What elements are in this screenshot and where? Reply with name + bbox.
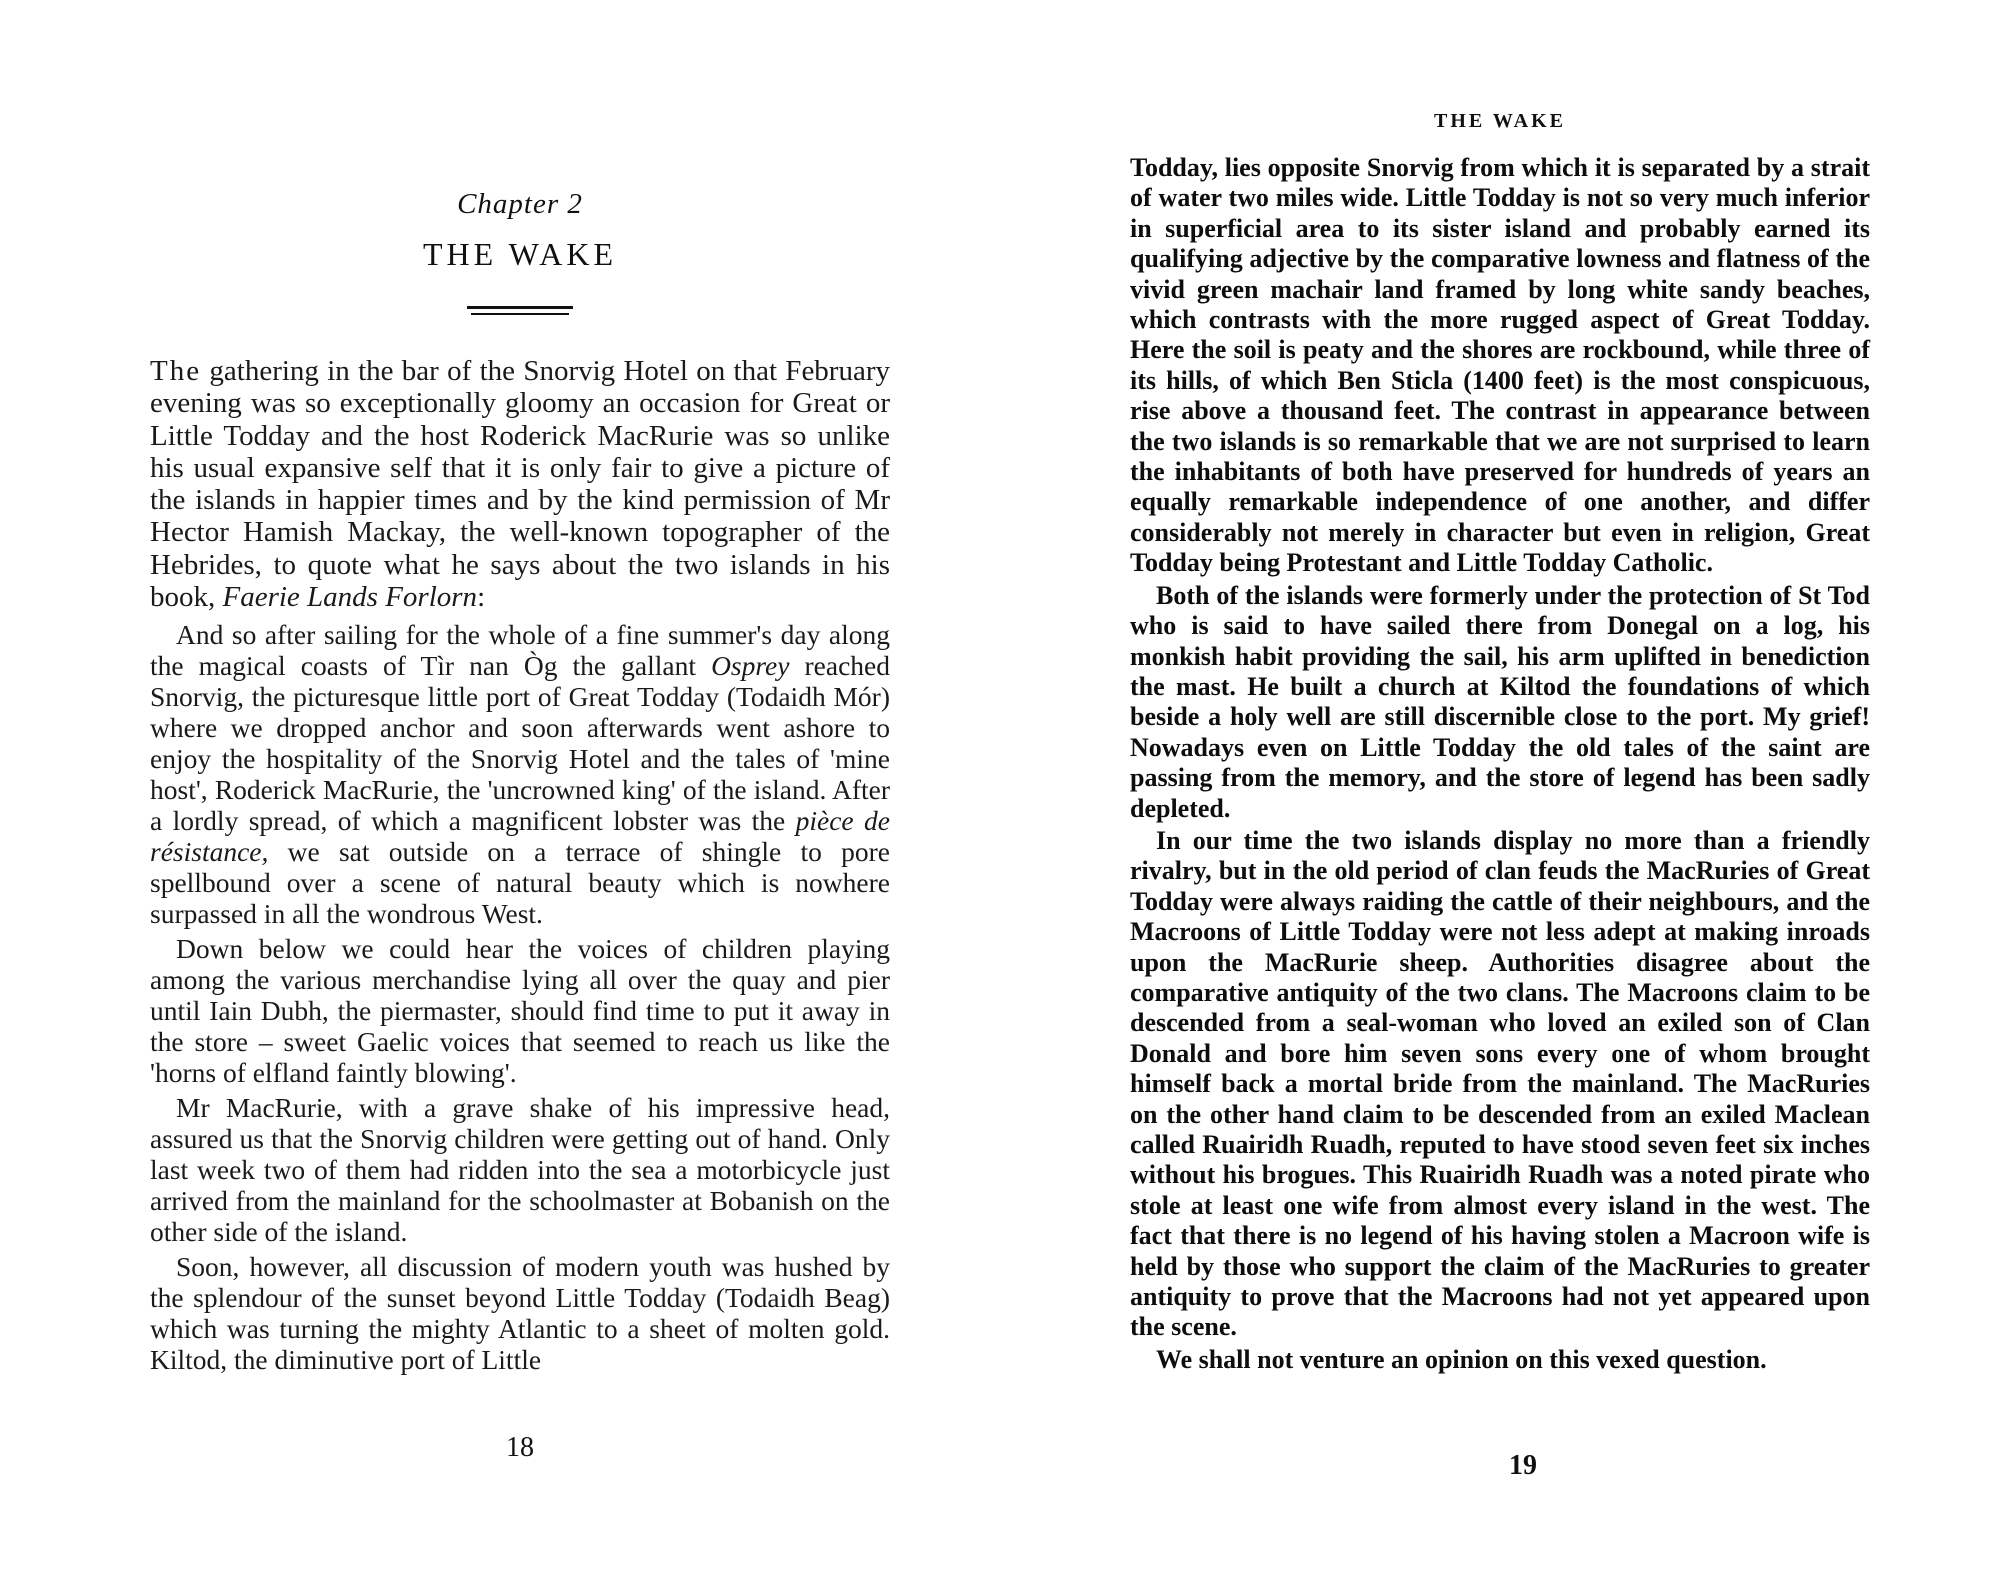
right-page	[1000, 0, 2000, 1583]
ship-name: Osprey	[711, 650, 790, 682]
quote-paragraph-3: Mr MacRurie, with a grave shake of his impressive head, assured us that the Snorvig children were getting out of hand. Only last week two of them had ridden into the sea a motorbicycle just arrived from the mainland for the schoolmaster at Bobanish on the other side of the island.	[150, 1092, 890, 1248]
title-ornament-rule-lower	[471, 313, 569, 315]
book-title: Faerie Lands Forlorn	[222, 581, 478, 614]
quote-1-text-b: reached Snorvig, the picturesque little port of Great Todday (Todaidh Mór) where we dropped anchor and soon afterwards went ashore to enjoy the hospitality of the Snorvig Hotel and the tales of 'mine host', Roderick MacRurie, the 'uncrowned king' of the island. After a lordly spread, of which a magnificent lobster was the	[150, 650, 891, 837]
page-number-left: 18	[506, 1432, 534, 1463]
opening-text: gathering in the bar of the Snorvig Hotel on that February evening was so exceptionally gloomy an occasion for Great or Little Todday and the host Roderick MacRurie was so unlike his usual expansive self that it is only fair to give a picture of the islands in happier times and by the kind permission of Mr Hector Hamish Mackay, the well-known topographer of the Hebrides, to quote what he says about the two islands in his book,	[150, 355, 890, 614]
right-body-text	[1130, 153, 1870, 1375]
opening-end: :	[477, 581, 486, 614]
title-ornament-rule	[467, 306, 573, 309]
quote-paragraph-1	[150, 619, 890, 929]
running-head: THE WAKE	[1434, 110, 1566, 132]
quote-1-text-a: And so after sailing for the whole of a fine summer's day along the magical coasts of Tìr nan Òg the gallant	[150, 619, 890, 682]
chapter-label: Chapter 2	[457, 188, 583, 220]
opening-smallcaps: The	[150, 355, 202, 387]
right-paragraph-2: Both of the islands were formerly under the protection of St Tod who is said to have sailed there from Donegal on a log, his monkish habit providing the sail, his arm uplifted in benediction the mast. He built a church at Kiltod the foundations of which beside a holy well are still discernible close to the port. My grief! Nowadays even on Little Todday the old tales of the saint are passing from the memory, and the store of legend has been sadly depleted.	[1130, 580, 1870, 823]
right-paragraph-3: In our time the two islands display no more than a friendly rivalry, but in the old period of clan feuds the MacRuries of Great Todday were always raiding the cattle of their neighbours, and the Macroons of Little Todday were not less adept at making inroads upon the MacRurie sheep. Authorities disagree about the comparative antiquity of the two clans. The Macroons claim to be descended from a seal-woman who loved an exiled son of Clan Donald and bore him seven sons every one of whom brought himself back a mortal bride from the mainland. The MacRuries on the other hand claim to be descended from an exiled Maclean called Ruairidh Ruadh, reputed to have stood seven feet six inches without his brogues. This Ruairidh Ruadh was a noted pirate who stole at least one wife from almost every island in the west. The fact that there is no legend of his having stolen a Macroon wife is held by those who support the claim of the MacRuries to greater antiquity to prove that the Macroons had not yet appeared upon the scene.	[1130, 825, 1870, 1342]
quote-paragraph-2: Down below we could hear the voices of children playing among the various merchandise lying all over the quay and pier until Iain Dubh, the piermaster, should find time to put it away in the store – sweet Gaelic voices that seemed to reach us like the 'horns of elfland faintly blowing'.	[150, 933, 890, 1089]
opening-paragraph	[150, 355, 890, 613]
page-number-right: 19	[1509, 1450, 1537, 1481]
quote-1-text-c: we sat outside on a terrace of shingle to pore spellbound over a scene of natural beauty which is nowhere surpassed in all the wondrous West.	[150, 836, 890, 930]
quote-paragraph-4: Soon, however, all discussion of modern youth was hushed by the splendour of the sunset beyond Little Todday (Todaidh Beag) which was turning the mighty Atlantic to a sheet of molten gold. Kiltod, the diminutive port of Little	[150, 1251, 890, 1376]
left-body-text	[150, 355, 890, 1379]
right-paragraph-4: We shall not venture an opinion on this vexed question.	[1156, 1344, 1767, 1374]
right-paragraph-1: Todday, lies opposite Snorvig from which it is separated by a strait of water two miles wide. Little Todday is not so very much inferior in superficial area to its sister island and probably earned its qualifying adjective by the comparative lowness and flatness of the vivid green machair land framed by long white sandy beaches, which contrasts with the more rugged aspect of Great Todday. Here the soil is peaty and the shores are rockbound, while three of its hills, of which Ben Sticla (1400 feet) is the most conspicuous, rise above a thousand feet. The contrast in appearance between the two islands is so remarkable that we are not surprised to learn the inhabitants of both have preserved for hundreds of years an equally remarkable independence of one another, and differ considerably not merely in character but even in religion, Great Todday being Protestant and Little Todday Catholic.	[1130, 153, 1870, 578]
chapter-title: THE WAKE	[422, 236, 618, 272]
quote-1-italic: pièce de résistance,	[150, 805, 891, 868]
